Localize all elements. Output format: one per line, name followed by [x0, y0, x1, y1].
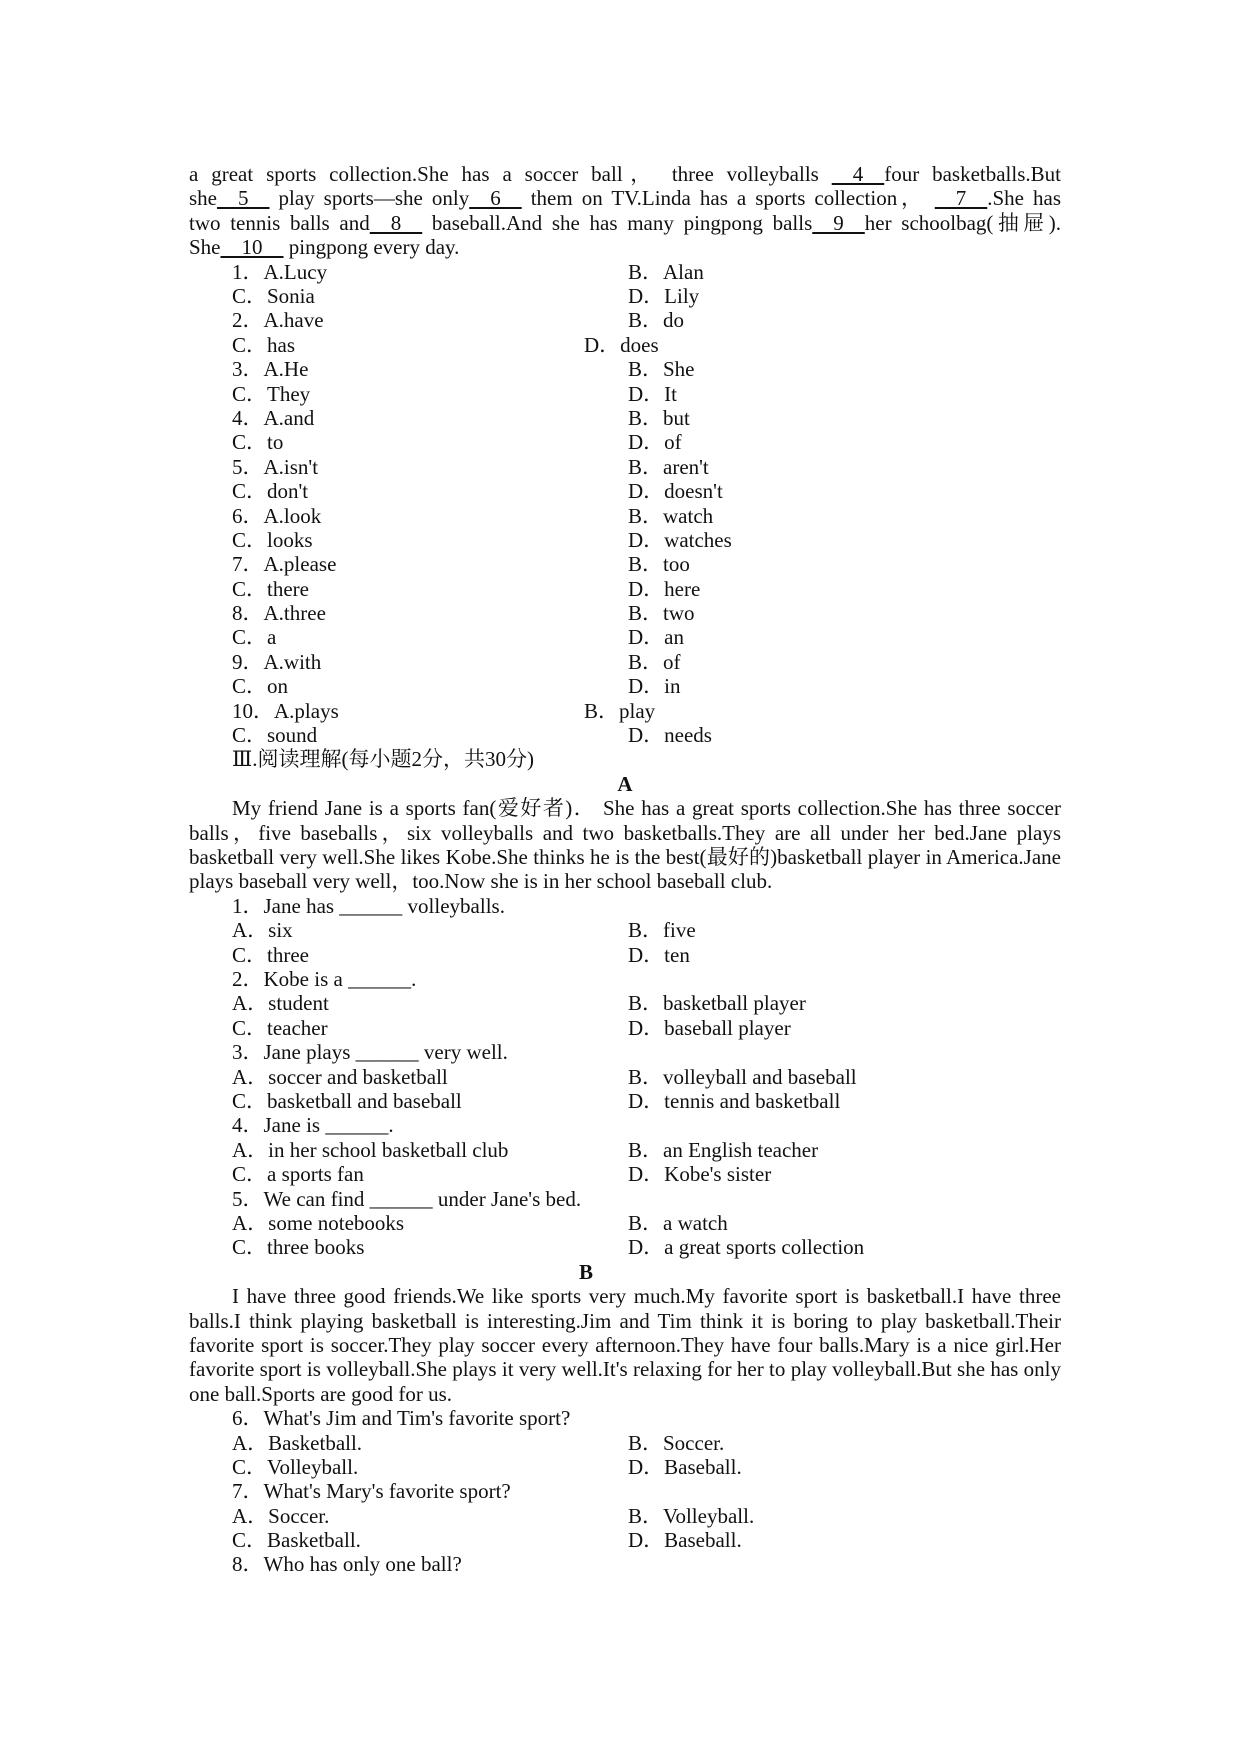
- option: C．on: [232, 674, 289, 699]
- option: A．some notebooks: [232, 1210, 405, 1235]
- option: C．has: [232, 332, 295, 357]
- option: D．watches: [628, 527, 732, 552]
- option: D．It: [628, 381, 677, 406]
- passage-b-questions: [189, 1406, 1061, 1577]
- option: C．a: [232, 625, 277, 650]
- passage-a-label: A: [617, 771, 633, 796]
- option-row: [189, 455, 1061, 479]
- option-row: [189, 1455, 1061, 1479]
- option: B．Volleyball.: [628, 1503, 755, 1528]
- option: D．Baseball.: [628, 1454, 742, 1479]
- option: B．play: [584, 698, 656, 723]
- option-row: [189, 1138, 1061, 1162]
- option-row: [189, 674, 1061, 698]
- cloze-blank: 8: [369, 210, 423, 235]
- option-row: [189, 430, 1061, 454]
- option: A．six: [232, 918, 293, 943]
- option: C．there: [232, 576, 309, 601]
- cloze-line: two tennis balls and 8 baseball.And she has many pingpong balls 9 her schoolbag(抽屉).: [189, 210, 1061, 235]
- option: C．Volleyball.: [232, 1454, 359, 1479]
- question-stem: 7．What's Mary's favorite sport?: [232, 1479, 511, 1504]
- option: D．an: [628, 625, 684, 650]
- option-row: [189, 1016, 1061, 1040]
- passage-a-text: My friend Jane is a sports fan(爱好者)． She has a great sports collection.She has three soccer balls，five baseballs，six volleyballs and two basketballs.They are all under her bed.Jane plays basketball very well.She likes Kobe.She thinks he is the best(最好的)basketball player in America.Jane plays baseball very well，too.Now she is in her school baseball club.: [189, 796, 1061, 894]
- option: B．do: [628, 308, 685, 333]
- option: C．teacher: [232, 1015, 328, 1040]
- option: B．Alan: [628, 259, 704, 284]
- cloze-line: she 5 play sports—she only 6 them on TV.Linda has a sports collection， 7 .She has: [189, 186, 1062, 211]
- option-row: [189, 406, 1061, 430]
- option: C．to: [232, 430, 284, 455]
- option-row: [189, 991, 1061, 1015]
- option: D．does: [584, 332, 659, 357]
- cloze-blank: 10: [220, 235, 284, 260]
- option: D．tennis and basketball: [628, 1088, 841, 1113]
- option: B．She: [628, 357, 695, 382]
- option-row: [189, 577, 1061, 601]
- option: C．three: [232, 942, 309, 967]
- option: B．Soccer.: [628, 1430, 725, 1455]
- cloze-blank: 5: [217, 186, 270, 211]
- option: 3．A.He: [232, 357, 309, 382]
- option: B．aren't: [628, 454, 709, 479]
- cloze-passage: [189, 162, 1061, 260]
- option: D．ten: [628, 942, 690, 967]
- passage-b-label: B: [579, 1259, 594, 1284]
- option: C．don't: [232, 479, 309, 504]
- option: D．here: [628, 576, 701, 601]
- option-row: [189, 943, 1061, 967]
- option-row: [189, 723, 1061, 747]
- option: D．Kobe's sister: [628, 1162, 772, 1187]
- option: D．Lily: [628, 284, 700, 309]
- option: 6．A.look: [232, 503, 322, 528]
- option-row: [189, 357, 1061, 381]
- cloze-line: a great sports collection.She has a soccer ball， three volleyballs 4 four basketballs.But: [189, 162, 1061, 186]
- option-row: [189, 382, 1061, 406]
- option: B．two: [628, 601, 695, 626]
- option-row: [189, 333, 1061, 357]
- option: A．student: [232, 991, 329, 1016]
- option: B．basketball player: [628, 991, 806, 1016]
- option-row: [189, 918, 1061, 942]
- option-row: [189, 552, 1061, 576]
- cloze-options: [189, 260, 1061, 748]
- option: D．Baseball.: [628, 1528, 742, 1553]
- option: A．Soccer.: [232, 1503, 330, 1528]
- option-row: [189, 260, 1061, 284]
- option: D．of: [628, 430, 682, 455]
- option: D．doesn't: [628, 479, 723, 504]
- option: 2．A.have: [232, 308, 324, 333]
- option: 5．A.isn't: [232, 454, 319, 479]
- option-row: [189, 1211, 1061, 1235]
- passage-a-questions: [189, 894, 1061, 1260]
- option-row: [189, 650, 1061, 674]
- cloze-blank: 9: [812, 210, 865, 235]
- question-stem: 2．Kobe is a ______.: [232, 967, 417, 992]
- option: C．Basketball.: [232, 1528, 361, 1553]
- option-row: [189, 1089, 1061, 1113]
- option: C．sound: [232, 723, 318, 748]
- option: 4．A.and: [232, 405, 315, 430]
- question-stem: 4．Jane is ______.: [232, 1113, 394, 1138]
- option-row: [189, 479, 1061, 503]
- option-row: [189, 1065, 1061, 1089]
- option: 7．A.please: [232, 552, 337, 577]
- option: D．a great sports collection: [628, 1235, 865, 1260]
- option-row: [189, 528, 1061, 552]
- worksheet-page: [189, 162, 1061, 1577]
- question-stem: 6．What's Jim and Tim's favorite sport?: [232, 1406, 571, 1431]
- option: 10．A.plays: [232, 698, 339, 723]
- option: C．looks: [232, 527, 313, 552]
- option-row: [189, 284, 1061, 308]
- option: C．a sports fan: [232, 1162, 364, 1187]
- question-stem: 3．Jane plays ______ very well.: [232, 1040, 508, 1065]
- option: D．baseball player: [628, 1015, 791, 1040]
- option: D．in: [628, 674, 681, 699]
- option-row: [189, 1235, 1061, 1259]
- option: A．soccer and basketball: [232, 1064, 448, 1089]
- cloze-blank: 4: [831, 162, 885, 186]
- option: B．of: [628, 649, 681, 674]
- option: 1．A.Lucy: [232, 259, 328, 284]
- option-row: [189, 1431, 1061, 1455]
- option: B．too: [628, 552, 690, 577]
- option-row: [189, 1528, 1061, 1552]
- option: C．basketball and baseball: [232, 1088, 462, 1113]
- option: C．three books: [232, 1235, 365, 1260]
- option: B．watch: [628, 503, 714, 528]
- option-row: [189, 625, 1061, 649]
- option: B．a watch: [628, 1210, 728, 1235]
- option: B．volleyball and baseball: [628, 1064, 857, 1089]
- cloze-line: She 10 pingpong every day.: [189, 235, 460, 260]
- option-row: [189, 504, 1061, 528]
- option: C．They: [232, 381, 311, 406]
- section-title: Ⅲ.阅读理解(每小题2分，共30分): [232, 747, 534, 772]
- option: B．an English teacher: [628, 1137, 819, 1162]
- option: B．but: [628, 405, 690, 430]
- option: A．Basketball.: [232, 1430, 363, 1455]
- option: B．five: [628, 918, 696, 943]
- option-row: [189, 1162, 1061, 1186]
- option: C．Sonia: [232, 284, 315, 309]
- cloze-blank: 6: [469, 186, 522, 211]
- option: D．needs: [628, 723, 712, 748]
- option: 8．A.three: [232, 601, 326, 626]
- question-stem: 5．We can find ______ under Jane's bed.: [232, 1186, 582, 1211]
- option-row: [189, 308, 1061, 332]
- option: 9．A.with: [232, 649, 322, 674]
- cloze-blank: 7: [934, 186, 988, 211]
- passage-b-text: I have three good friends.We like sports very much.My favorite sport is basketball.I have three balls.I think playing basketball is interesting.Jim and Tim think it is boring to play basketball.Their favorite sport is soccer.They play soccer every afternoon.They have four balls.Mary is a nice girl.Her favorite sport is volleyball.She plays it very well.It's relaxing for her to play volleyball.But she has only one ball.Sports are good for us.: [189, 1284, 1061, 1406]
- question-stem: 1．Jane has ______ volleyballs.: [232, 893, 505, 918]
- option: A．in her school basketball club: [232, 1137, 509, 1162]
- option-row: [189, 601, 1061, 625]
- option-row: [189, 699, 1061, 723]
- option-row: [189, 1504, 1061, 1528]
- question-stem: 8．Who has only one ball?: [232, 1552, 462, 1577]
